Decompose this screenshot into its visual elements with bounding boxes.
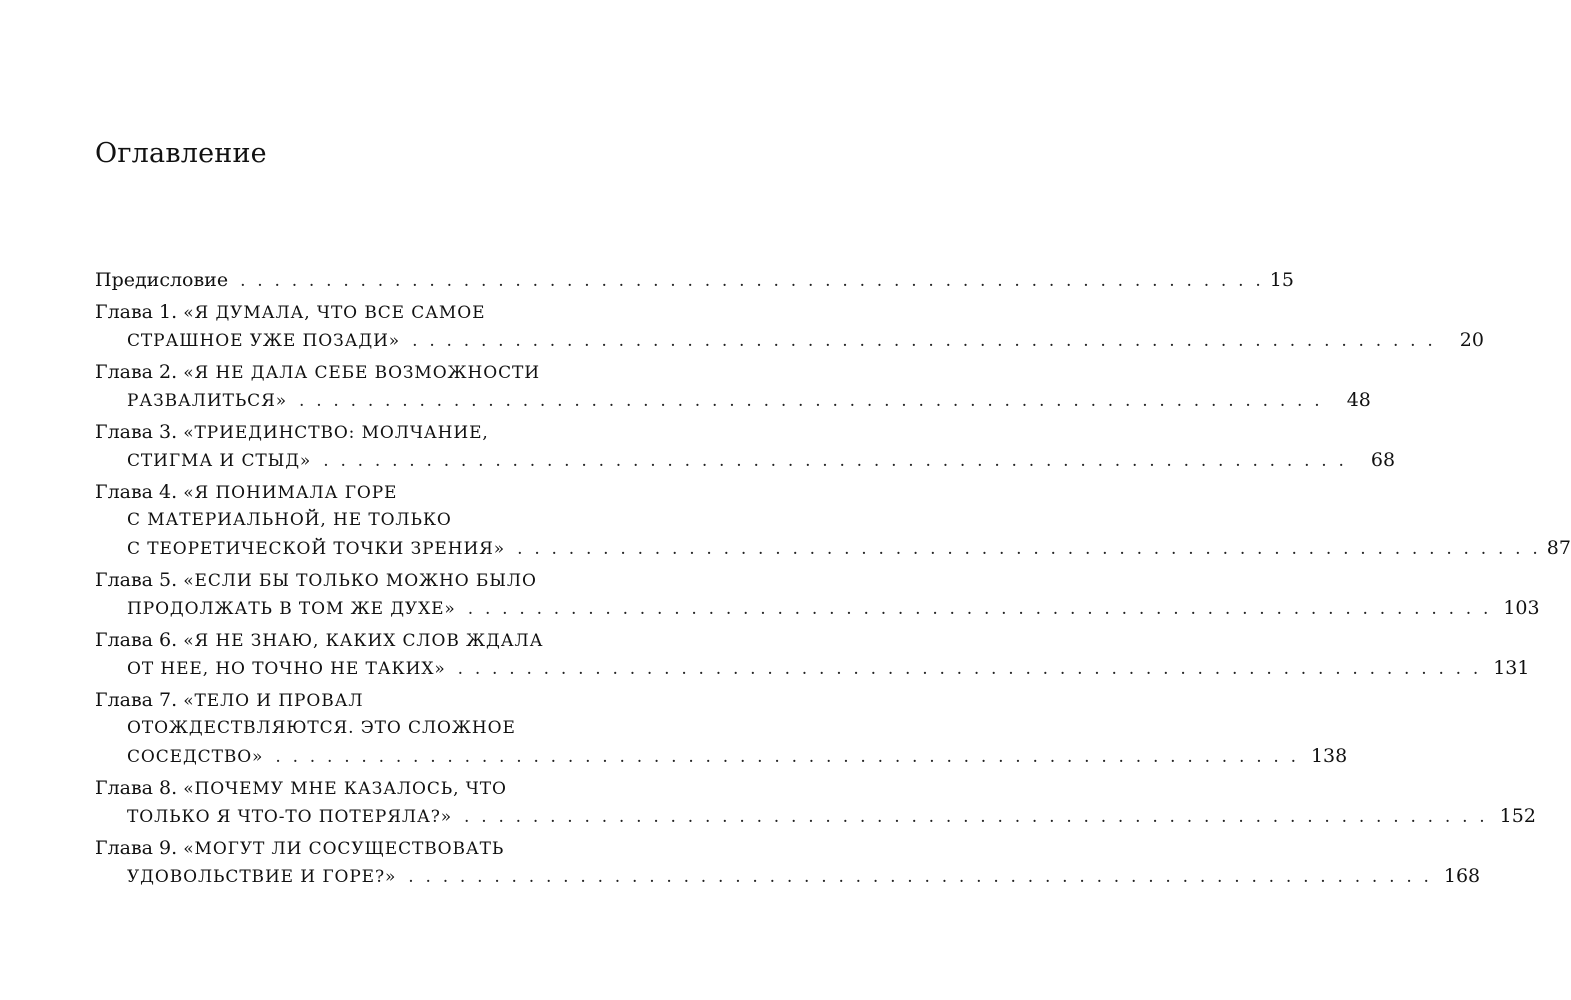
toc-chapter-title: СТИГМА И СТЫД» [127, 451, 312, 471]
toc-chapter-title: С ТЕОРЕТИЧЕСКОЙ ТОЧКИ ЗРЕНИЯ» [127, 539, 506, 559]
toc-chapter-label: Глава 5. [95, 569, 178, 591]
toc-chapter-title: «ТРИЕДИНСТВО: МОЛЧАНИЕ, [183, 423, 489, 443]
toc-chapter-title: «Я НЕ ДАЛА СЕБЕ ВОЗМОЖНОСТИ [183, 363, 540, 383]
toc-line [95, 534, 1571, 562]
toc-page-number: 20 [1459, 329, 1484, 351]
toc-chapter-title: «ТЕЛО И ПРОВАЛ [183, 691, 364, 711]
toc-chapter-title: «ПОЧЕМУ МНЕ КАЗАЛОСЬ, ЧТО [183, 779, 507, 799]
toc-chapter-title: «МОГУТ ЛИ СОСУЩЕСТВОВАТЬ [183, 839, 505, 859]
toc-chapter-title: ТОЛЬКО Я ЧТО-ТО ПОТЕРЯЛА?» [127, 807, 453, 827]
dot-leader: . . . . . . . . . . . . . . . . . . . . . . . . . . . . . . . . . . . . . . . . . . . . . . . . . . . . . . . . . . . . [467, 599, 1492, 619]
toc-line [95, 326, 1484, 354]
dot-leader: . . . . . . . . . . . . . . . . . . . . . . . . . . . . . . . . . . . . . . . . . . . . . . . . . . . . . . . . . . . . [299, 391, 1323, 411]
toc-entry-preface[interactable] [95, 266, 1294, 294]
toc-page-number: 103 [1503, 597, 1540, 619]
toc-chapter-title: «Я ДУМАЛА, ЧТО ВСЕ САМОЕ [183, 303, 486, 323]
toc-line [95, 418, 660, 446]
toc-line [95, 834, 660, 862]
toc-entry-chapter-1[interactable] [95, 298, 1484, 354]
dot-leader: . . . . . . . . . . . . . . . . . . . . . . . . . . . . . . . . . . . . . . . . . . . . . . . . . . . . . . . . . . . . [323, 451, 1348, 471]
toc-page-number: 15 [1269, 269, 1294, 291]
toc-chapter-label: Глава 7. [95, 689, 178, 711]
toc-line [95, 654, 1530, 682]
toc-line [95, 686, 660, 714]
toc-chapter-title: РАЗВАЛИТЬСЯ» [127, 391, 288, 411]
toc-entry-title: Предисловие [95, 269, 229, 291]
toc-page-number: 168 [1443, 865, 1481, 887]
toc-line [95, 266, 1294, 294]
toc-entry-chapter-5[interactable] [95, 566, 1540, 622]
toc-chapter-title: УДОВОЛЬСТВИЕ И ГОРЕ?» [127, 867, 397, 887]
toc-chapter-title: СОСЕДСТВО» [127, 747, 264, 767]
dot-leader: . . . . . . . . . . . . . . . . . . . . . . . . . . . . . . . . . . . . . . . . . . . . . . . . . . . . . . . . . . . . [517, 539, 1541, 559]
toc-chapter-label: Глава 9. [95, 837, 178, 859]
toc-chapter-label: Глава 3. [95, 421, 178, 443]
toc-chapter-label: Глава 2. [95, 361, 178, 383]
dot-leader: . . . . . . . . . . . . . . . . . . . . . . . . . . . . . . . . . . . . . . . . . . . . . . . . . . . . . . . . . . . . [464, 807, 1488, 827]
toc-chapter-title: СТРАШНОЕ УЖЕ ПОЗАДИ» [127, 331, 401, 351]
toc-line [95, 358, 660, 386]
toc-entry-chapter-6[interactable] [95, 626, 1530, 682]
toc-line [95, 714, 660, 742]
toc-chapter-label: Глава 1. [95, 301, 178, 323]
toc-line [95, 802, 1536, 830]
toc-chapter-title: ПРОДОЛЖАТЬ В ТОМ ЖЕ ДУХЕ» [127, 599, 456, 619]
dot-leader: . . . . . . . . . . . . . . . . . . . . . . . . . . . . . . . . . . . . . . . . . . . . . . . . . . . . . . . . . . . . [457, 659, 1482, 679]
toc-page-number: 68 [1370, 449, 1396, 471]
toc-line [95, 774, 660, 802]
toc-line [95, 386, 1371, 414]
toc-chapter-title: «Я ПОНИМАЛА ГОРЕ [183, 483, 398, 503]
toc-page-number: 152 [1499, 805, 1536, 827]
toc-chapter-label: Глава 4. [95, 481, 178, 503]
toc-chapter-title: С МАТЕРИАЛЬНОЙ, НЕ ТОЛЬКО [127, 510, 452, 530]
toc-line [95, 298, 660, 326]
toc-entry-chapter-4[interactable] [95, 478, 1571, 562]
dot-leader: . . . . . . . . . . . . . . . . . . . . . . . . . . . . . . . . . . . . . . . . . . . . . . . . . . . . . . . . . . . . [408, 867, 1433, 887]
toc-chapter-label: Глава 8. [95, 777, 178, 799]
toc-line [95, 626, 660, 654]
toc-page-number: 48 [1346, 389, 1371, 411]
toc-line [95, 506, 660, 534]
dot-leader: . . . . . . . . . . . . . . . . . . . . . . . . . . . . . . . . . . . . . . . . . . . . . . . . . . . . . . . . . . . . [240, 271, 1264, 291]
toc-line [95, 594, 1540, 622]
toc-line [95, 862, 1481, 890]
toc-chapter-title: «Я НЕ ЗНАЮ, КАКИХ СЛОВ ЖДАЛА [183, 631, 544, 651]
toc-entry-chapter-9[interactable] [95, 834, 1481, 890]
toc-page-number: 138 [1310, 745, 1348, 767]
toc-chapter-title: ОТ НЕЕ, НО ТОЧНО НЕ ТАКИХ» [127, 659, 446, 679]
toc-chapter-label: Глава 6. [95, 629, 178, 651]
toc-entry-chapter-8[interactable] [95, 774, 1536, 830]
page-title: Оглавление [95, 138, 267, 169]
toc-chapter-title: «ЕСЛИ БЫ ТОЛЬКО МОЖНО БЫЛО [183, 571, 537, 591]
toc-line [95, 446, 1396, 474]
dot-leader: . . . . . . . . . . . . . . . . . . . . . . . . . . . . . . . . . . . . . . . . . . . . . . . . . . . . . . . . . . . . [275, 747, 1300, 767]
toc-entry-chapter-3[interactable] [95, 418, 1396, 474]
toc-page-number: 131 [1493, 657, 1530, 679]
toc-entry-chapter-7[interactable] [95, 686, 1348, 770]
toc-page-number: 87 [1546, 537, 1571, 559]
toc-line [95, 566, 660, 594]
toc-chapter-title: ОТОЖДЕСТВЛЯЮТСЯ. ЭТО СЛОЖНОЕ [127, 718, 516, 738]
toc-line [95, 742, 1348, 770]
table-of-contents [95, 266, 1571, 894]
toc-line [95, 478, 660, 506]
dot-leader: . . . . . . . . . . . . . . . . . . . . . . . . . . . . . . . . . . . . . . . . . . . . . . . . . . . . . . . . . . . . [412, 331, 1436, 351]
toc-entry-chapter-2[interactable] [95, 358, 1371, 414]
